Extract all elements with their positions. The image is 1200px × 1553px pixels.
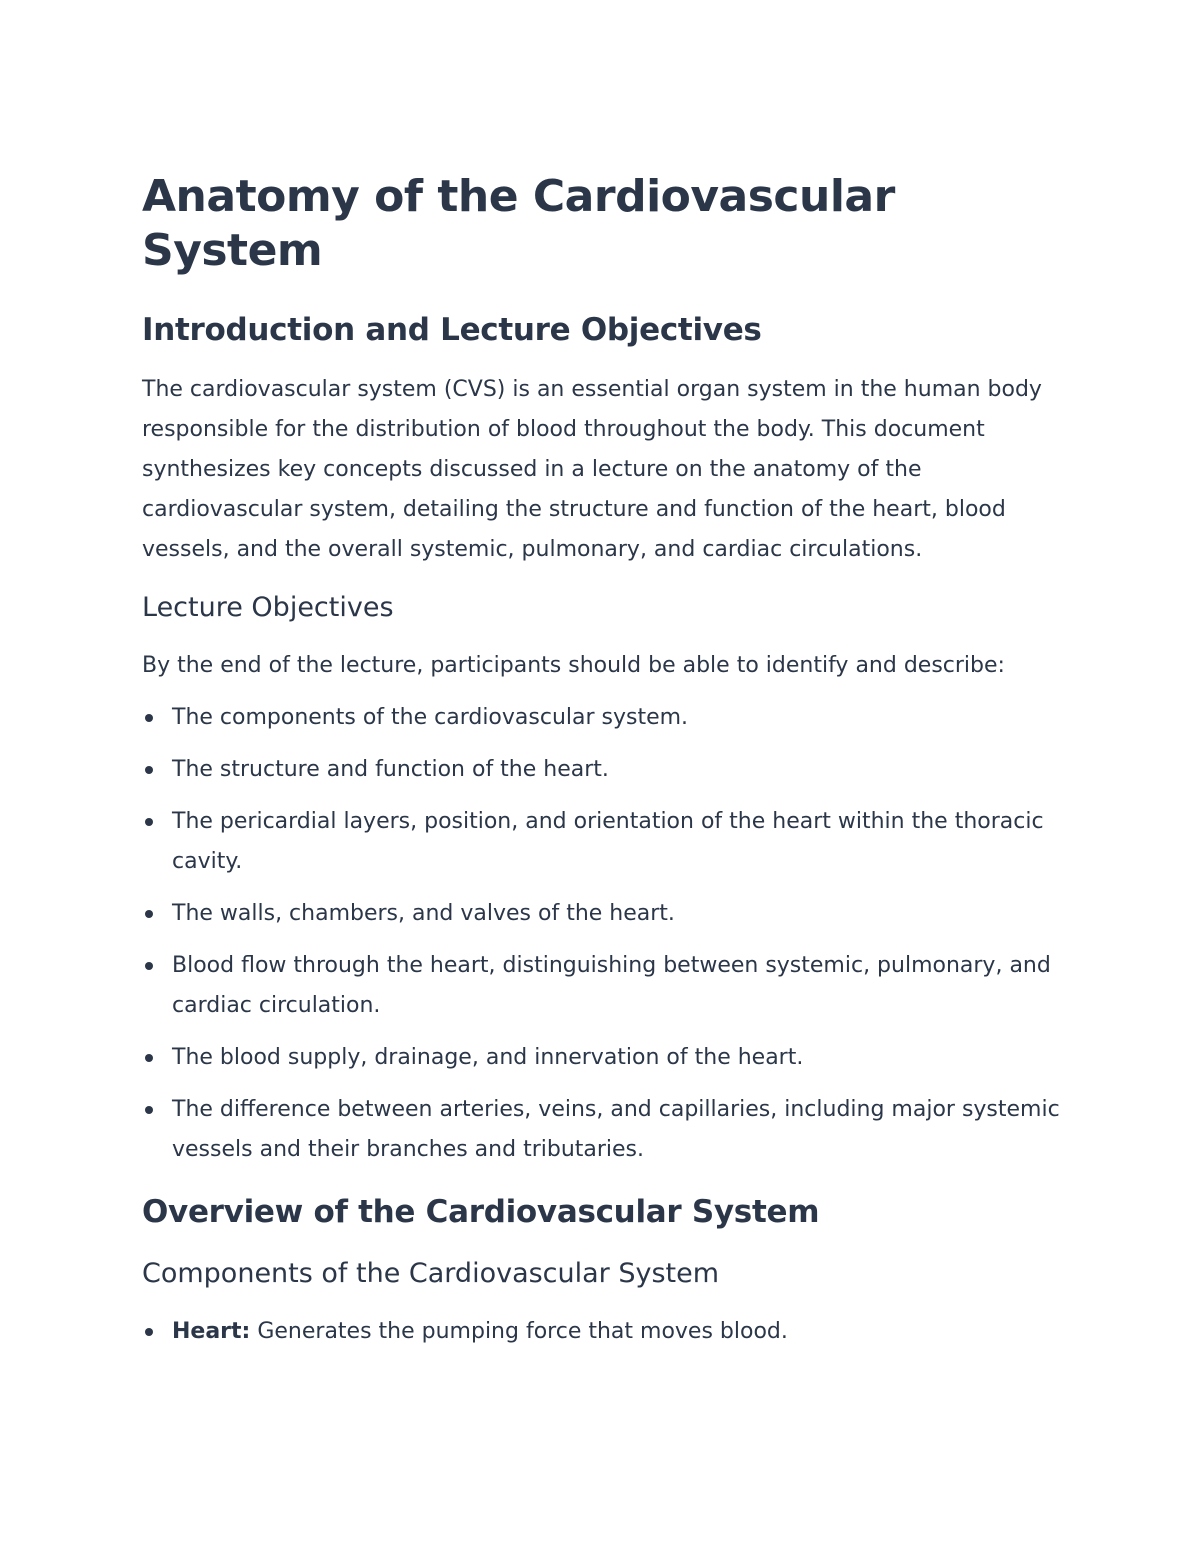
bullet-icon bbox=[145, 818, 153, 826]
document-page bbox=[142, 170, 1072, 1364]
components-list bbox=[142, 1312, 1072, 1352]
intro-heading: Introduction and Lecture Objectives bbox=[142, 312, 762, 348]
list-item bbox=[142, 946, 1072, 1026]
list-item bbox=[142, 698, 1072, 738]
document-title: Anatomy of the Cardiovascular System bbox=[142, 171, 895, 276]
bullet-icon bbox=[145, 962, 153, 970]
bullet-icon bbox=[145, 714, 153, 722]
bullet-icon bbox=[145, 766, 153, 774]
bullet-icon bbox=[145, 1328, 153, 1336]
list-item bbox=[142, 894, 1072, 934]
objectives-heading: Lecture Objectives bbox=[142, 592, 394, 623]
list-item-text: The walls, chambers, and valves of the heart. bbox=[172, 901, 675, 926]
list-item-text: The difference between arteries, veins, and capillaries, including major systemic vessels and their branches and tributaries. bbox=[172, 1097, 1060, 1162]
list-item-text: The structure and function of the heart. bbox=[172, 757, 609, 782]
component-term: Heart: bbox=[172, 1319, 251, 1344]
intro-paragraph: The cardiovascular system (CVS) is an essential organ system in the human body responsible for the distribution of blood throughout the body. This document synthesizes key concepts discussed in a lecture on the anatomy of the cardiovascular system, detailing the structure and function of the heart, blood vessels, and the overall systemic, pulmonary, and cardiac circulations. bbox=[142, 377, 1042, 562]
list-item bbox=[142, 802, 1072, 882]
list-item bbox=[142, 1038, 1072, 1078]
list-item bbox=[142, 750, 1072, 790]
objectives-list bbox=[142, 698, 1072, 1170]
list-item bbox=[142, 1312, 1072, 1352]
overview-heading: Overview of the Cardiovascular System bbox=[142, 1194, 820, 1230]
list-item-text: The components of the cardiovascular system. bbox=[172, 705, 689, 730]
objectives-lead: By the end of the lecture, participants should be able to identify and describe: bbox=[142, 653, 1005, 678]
list-item bbox=[142, 1090, 1072, 1170]
list-item-text: The blood supply, drainage, and innervation of the heart. bbox=[172, 1045, 804, 1070]
bullet-icon bbox=[145, 1106, 153, 1114]
list-item-text: The pericardial layers, position, and orientation of the heart within the thoracic cavity. bbox=[172, 809, 1044, 874]
bullet-icon bbox=[145, 910, 153, 918]
list-item-text: Blood flow through the heart, distinguishing between systemic, pulmonary, and cardiac circulation. bbox=[172, 953, 1051, 1018]
bullet-icon bbox=[145, 1054, 153, 1062]
component-description: Generates the pumping force that moves blood. bbox=[250, 1319, 788, 1344]
components-heading: Components of the Cardiovascular System bbox=[142, 1258, 720, 1289]
